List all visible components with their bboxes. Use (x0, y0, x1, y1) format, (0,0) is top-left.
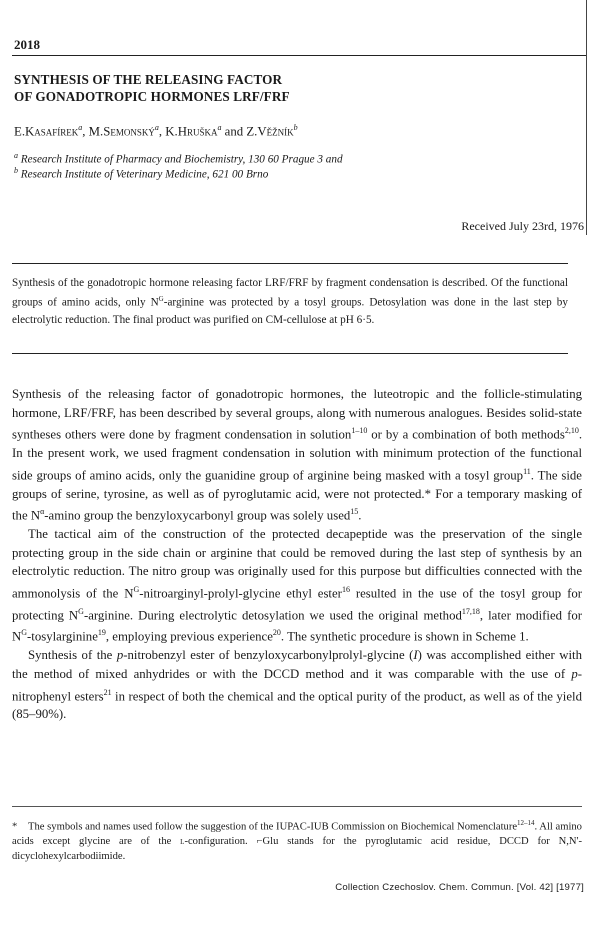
abstract-bottom-rule (12, 353, 568, 354)
received-date: Received July 23rd, 1976 (461, 219, 584, 233)
title-line-2: OF GONADOTROPIC HORMONES LRF/FRF (14, 89, 290, 104)
footnote: * The symbols and names used follow the suggestion of the IUPAC-IUB Commission on Biochemical Nomenclature$^{12-14}$. All amino acids except glycine are of the l-configuration. ⌐Glu stands for the pyroglutamic acid residue, DCCD for N,N'-dicyclohexylcarbodiimide. (12, 819, 583, 862)
affiliation-a: $^a$ Research Institute of Pharmacy and Biochemistry, 130 60 Prague 3 and (14, 151, 343, 166)
paragraph-2: The tactical aim of the construction of the protected decapeptide was the preservation of the single protecting group in the side chain or arginine that could be removed during the last step of synthesis by an electrolytic reduction. The nitro group was originally used for this purpose but difficulties connected with the ammonolysis of the $N^G-nitroarginyl-prolyl$-glycine ethyl ester$^{16}$ resulted in the use of the tosyl group for protecting $N^G$-arginine. During electrolytic detosylation we used the original method$^{17,18}$, later modified for $N^G-tosylarginine^{19}$, employing previous experience$^{20}$. The synthetic procedure is shown in Scheme 1. (12, 526, 583, 644)
journal-footer: Collection Czechoslov. Chem. Commun. [Vol. 42] [1977] (335, 882, 584, 893)
header-rule (12, 55, 586, 56)
page-number: 2018 (14, 37, 40, 52)
paragraph-1: Synthesis of the releasing factor of gonadotropic hormones, the luteotropic and the follicle-stimulating hormone, LRF/FRF, has been described by several groups, along with numerous analogues. Besides solid-state syntheses others were done by fragment condensation in solution$^{1-10}$ or by a combination of both methods$^{2,10}$. In the present work, we used fragment condensation in solution with minimum protection of the functional side groups of amino acids, only the guanidine group of arginine being masked with a tosyl group$^{11}$. The side groups of serine, tyrosine, as well as of pyroglutamic acid, were not protected.* For a temporary masking of the $N^\alpha$-amino group the benzyloxycarbonyl group was solely used$^{15}$. (12, 387, 583, 523)
abstract: Synthesis of the gonadotropic hormone releasing factor LRF/FRF by fragment condensation is described. Of the functional groups of amino acids, only $N^G$-arginine was protected by a tosyl groups. Detosylation was done in the last step by electrolytic reduction. The final product was purified on CM-cellulose at pH 6·5. (12, 277, 568, 326)
author-list: E.Kasafírek$^a$, M.Semonský$^a$, K.Hruška$^a$ and Z.Věžník$^b$ (14, 123, 298, 139)
article-title (14, 71, 534, 105)
footnote-rule (12, 806, 582, 807)
affiliation-b: $^b$ Research Institute of Veterinary Medicine, 621 00 Brno (14, 166, 269, 181)
abstract-top-rule (12, 263, 568, 264)
paragraph-3: Synthesis of the p-nitrobenzyl ester of benzyloxycarbonylprolyl-glycine (I) was accomplished either with the method of mixed anhydrides or with the DCCD method and it was comparable with the use of p-nitrophenyl esters$^{21}$ in respect of both the chemical and the optical purity of the product, as well as of the yield (85–90%). (12, 648, 582, 722)
margin-line (586, 0, 587, 235)
title-line-1: SYNTHESIS OF THE RELEASING FACTOR (14, 72, 283, 87)
article-body (12, 385, 582, 724)
